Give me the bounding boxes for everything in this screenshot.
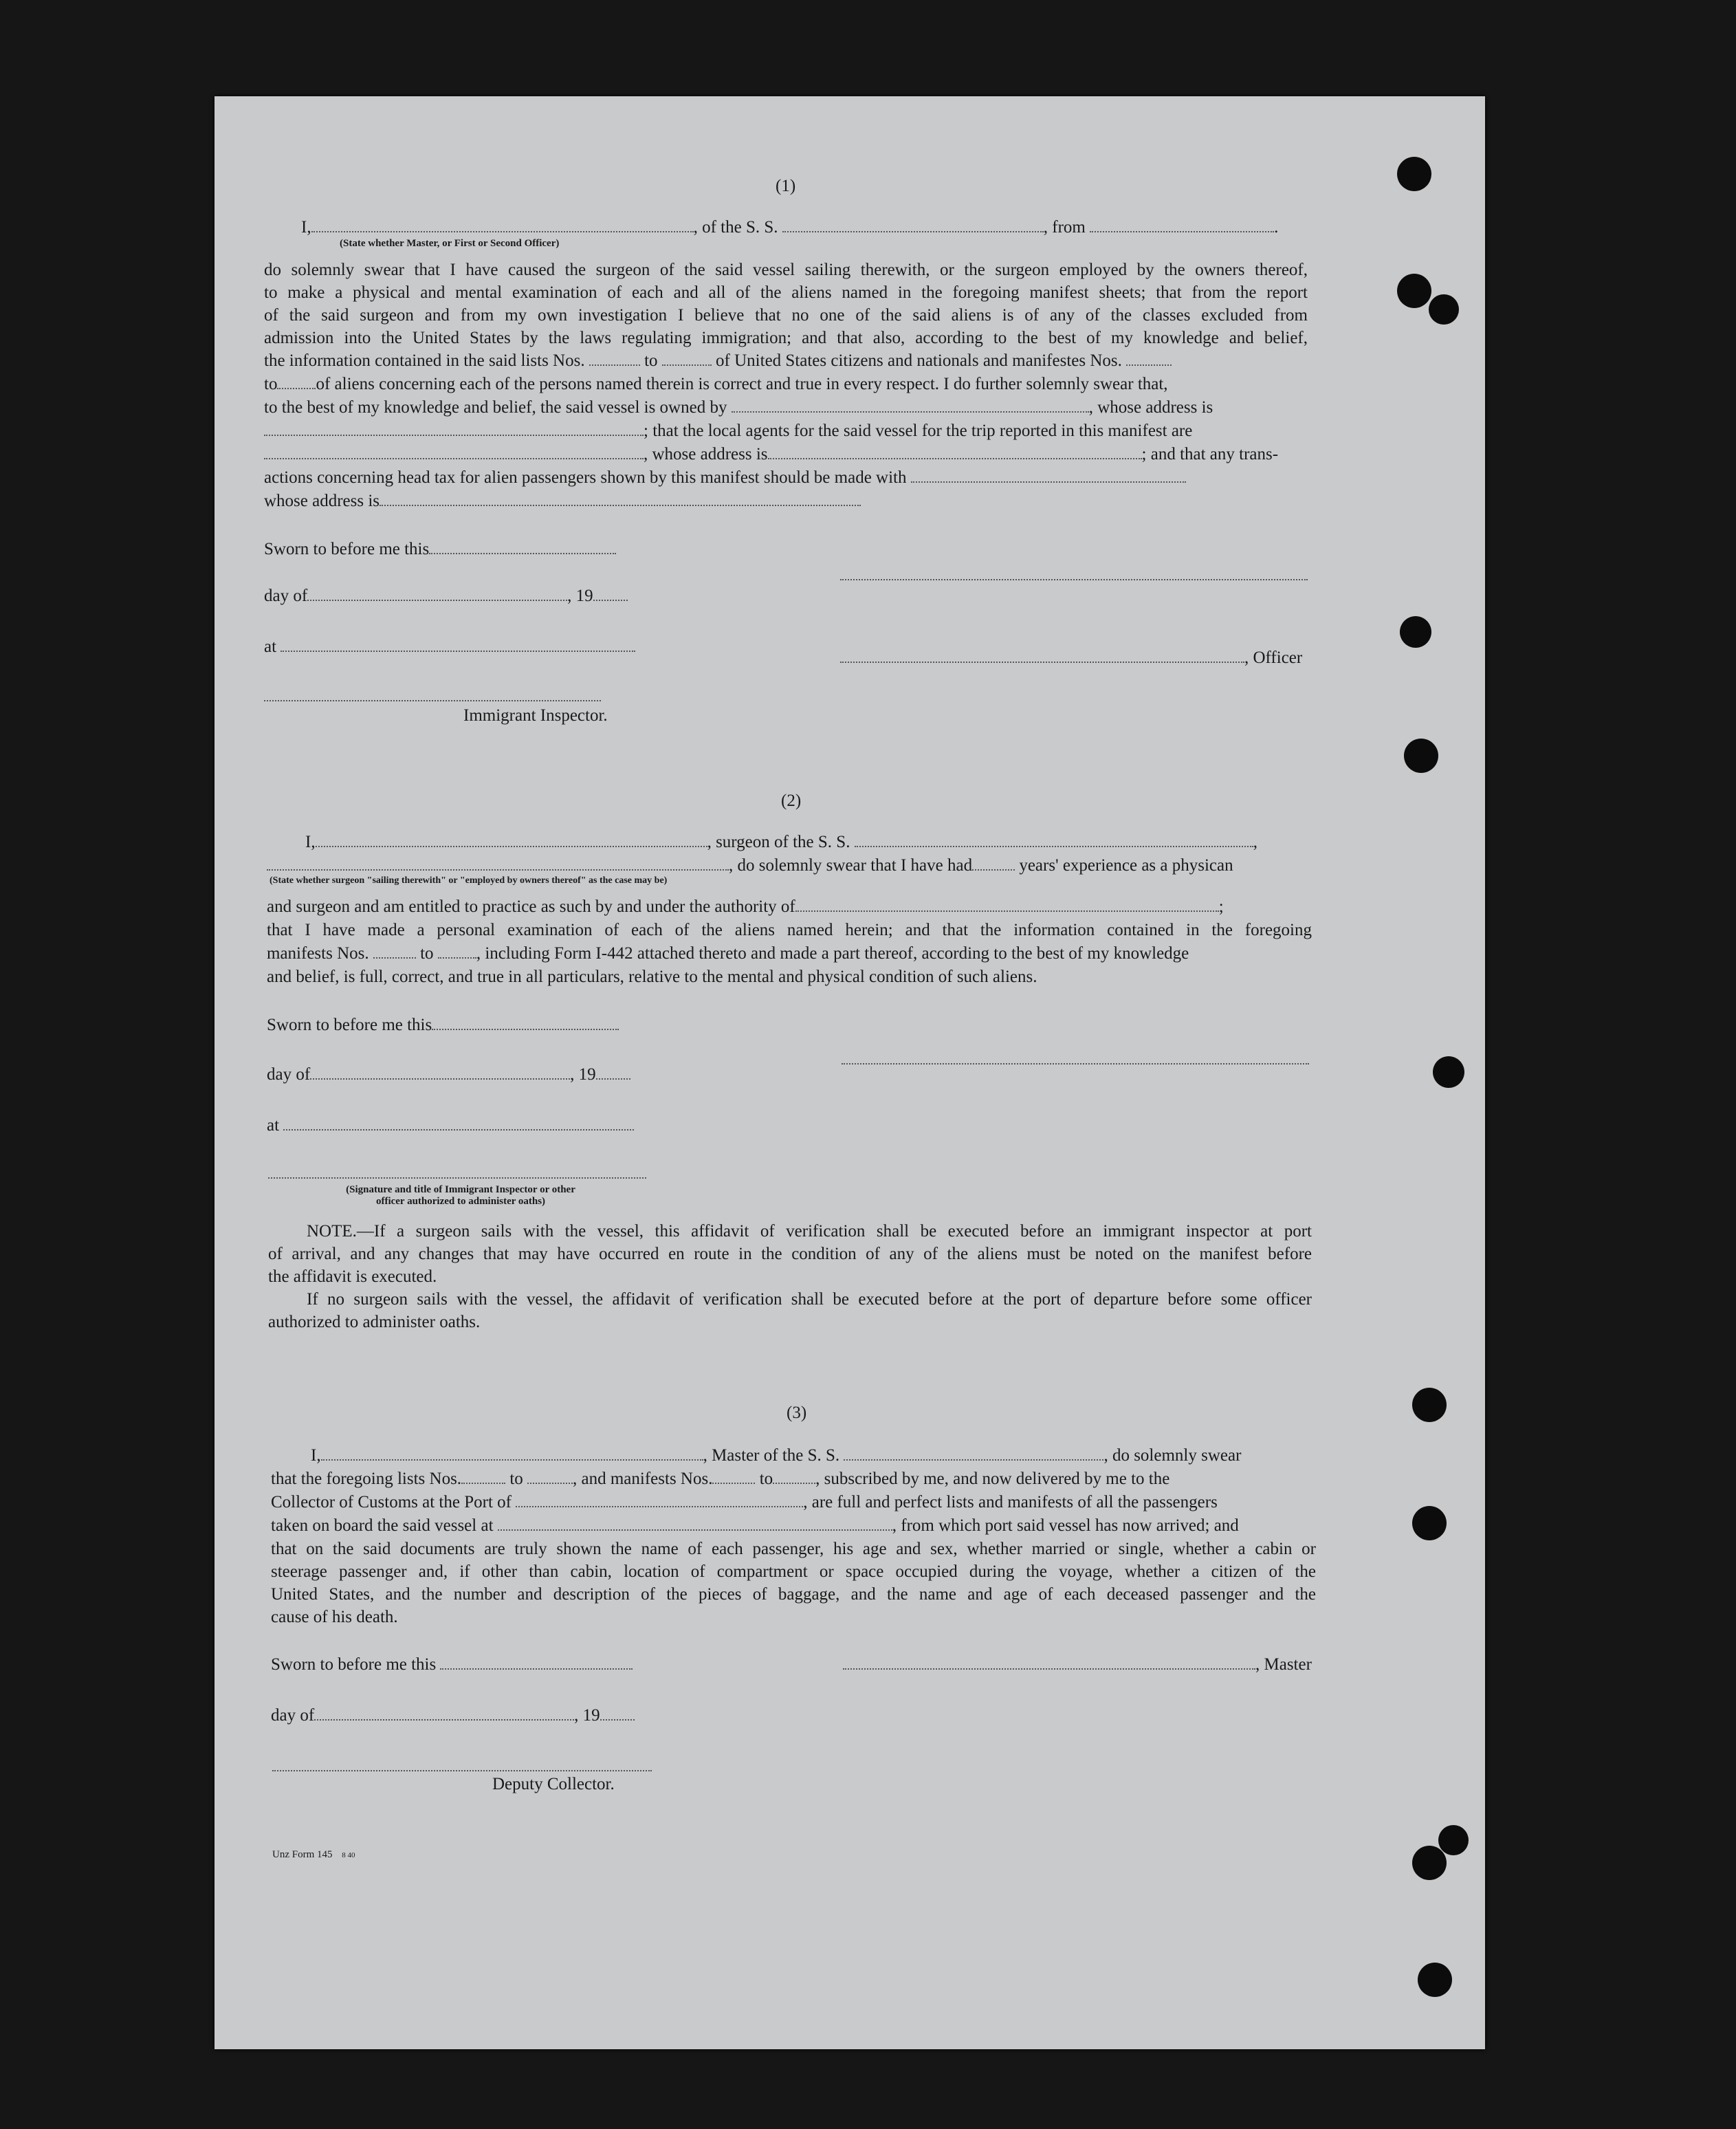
s3-para-last: cause of his death. <box>271 1608 398 1626</box>
blank-officer-signature <box>840 646 1244 663</box>
s3-day-label: day of <box>271 1706 315 1725</box>
s1-whose-label: whose address is <box>264 492 380 510</box>
blank-master-signature <box>843 1653 1255 1670</box>
s2-at <box>267 1114 634 1137</box>
s3-line-4 <box>271 1514 1239 1537</box>
s1-line-owned <box>264 396 1213 419</box>
blank-manifest-from <box>1126 349 1172 366</box>
blank-surgeon-name <box>316 831 707 847</box>
blank-s2-manifest-from <box>373 942 416 959</box>
s1-agent-address-label: , whose address is <box>644 445 768 463</box>
s1-at <box>264 635 635 658</box>
s1-note: (State whether Master, or First or Second Officer) <box>340 238 560 249</box>
s2-note-b-last: authorized to administer oaths. <box>268 1313 481 1331</box>
form-label: Unz Form 145 <box>272 1849 333 1860</box>
blank-s2-vessel <box>855 831 1253 847</box>
s3-arrived-text: , from which port said vessel has now arrived; and <box>892 1516 1239 1535</box>
s2-inspector-line <box>268 1176 646 1179</box>
blank-s2-day <box>310 1063 570 1080</box>
form-code: 8 40 <box>342 1851 355 1859</box>
blank-year <box>593 585 628 601</box>
s3-i: I, <box>311 1446 321 1465</box>
s1-at-label: at <box>264 637 277 656</box>
punch-hole <box>1438 1825 1469 1855</box>
s2-manifests-label: manifests Nos. <box>267 944 369 963</box>
s2-line-2 <box>267 854 1233 877</box>
blank-place <box>281 635 635 652</box>
s1-line-agents <box>264 419 1192 442</box>
s1-line-whose <box>264 490 861 512</box>
punch-hole <box>1433 1056 1464 1088</box>
blank-agents <box>264 443 644 459</box>
blank-owner <box>732 396 1089 413</box>
s1-line-nos <box>264 349 1172 372</box>
s2-sig-note-line-2: officer authorized to administer oaths) <box>375 1196 546 1207</box>
s2-to-label: to <box>420 944 434 963</box>
s2-note-line: of arrival, and any changes that may have occurred en route in the condition of any of the aliens must be noted on the manifest before <box>268 1245 1312 1263</box>
s2-semicolon: ; <box>1218 897 1224 916</box>
s3-master-sig-label: , Master <box>1255 1655 1312 1674</box>
blank-head-tax <box>911 466 1186 483</box>
s1-inspector: Immigrant Inspector. <box>463 706 608 725</box>
s2-note-b-line: If no surgeon sails with the vessel, the affidavit of verification shall be executed before at the port of departure before some officer <box>307 1290 1312 1309</box>
section-1-number: (1) <box>776 177 796 195</box>
punch-hole <box>1412 1388 1447 1422</box>
punch-hole <box>1397 274 1431 308</box>
s1-owner-address-label: , whose address is <box>1088 398 1213 417</box>
s2-note-paragraph <box>268 1220 1315 1333</box>
s1-sworn-label: Sworn to before me this <box>264 540 430 558</box>
s3-lists-text: , are full and perfect lists and manifests of all the passengers <box>803 1493 1218 1511</box>
s3-to-label: to <box>509 1470 523 1488</box>
blank-s2-manifest-to <box>438 942 476 959</box>
s1-officer <box>840 646 1302 669</box>
s2-sworn-label: Sworn to before me this <box>267 1016 432 1034</box>
blank-s2-sworn-date <box>432 1014 619 1030</box>
s3-para-line: United States, and the number and description of the pieces of baggage, and the name and age of each deceased passenger and the <box>271 1585 1316 1604</box>
blank-list-to <box>662 349 712 366</box>
blank-years <box>972 854 1015 871</box>
s3-para-line: steerage passenger and, if other than cabin, location of compartment or space occupied during the voyage, whether a citizen of the <box>271 1562 1316 1581</box>
punch-hole <box>1400 616 1431 648</box>
s3-master-sig <box>843 1653 1312 1676</box>
s1-day <box>264 585 628 607</box>
s2-note: (State whether surgeon "sailing therewith" or "employed by owners thereof" as the case may be) <box>270 875 668 886</box>
s1-para-line: do solemnly swear that I have caused the surgeon of the said vessel sailing therewith, or the surgeon employed by the owners thereof, <box>264 261 1308 279</box>
s1-inspector-line <box>264 699 601 701</box>
blank-s3-sworn-date <box>440 1653 633 1670</box>
blank-s3-manifest-from <box>712 1467 755 1484</box>
s1-end: . <box>1274 218 1279 237</box>
s1-signature-line <box>840 578 1308 580</box>
s3-year-label: , 19 <box>574 1706 600 1725</box>
s2-line-6: and belief, is full, correct, and true in all particulars, relative to the mental and physical condition of such aliens. <box>267 968 1037 986</box>
s3-master-label: , Master of the S. S. <box>703 1446 840 1465</box>
s1-owned-label: to the best of my knowledge and belief, the said vessel is owned by <box>264 398 727 417</box>
blank-officer-rank <box>311 216 694 232</box>
blank-vessel-name <box>782 216 1044 232</box>
s1-para-line: admission into the United States by the laws regulating immigration; and that also, according to the best of my knowledge and belief, <box>264 329 1308 347</box>
s3-deputy: Deputy Collector. <box>492 1775 615 1793</box>
s3-line-1 <box>311 1444 1241 1467</box>
s1-sworn <box>264 538 616 560</box>
s1-of-ss: , of the S. S. <box>693 218 778 237</box>
blank-manifest-to <box>277 373 316 389</box>
blank-master-name <box>321 1444 703 1461</box>
s2-day-label: day of <box>267 1065 311 1084</box>
s2-sworn <box>267 1014 619 1036</box>
s3-collector-label: Collector of Customs at the Port of <box>271 1493 512 1511</box>
form-number <box>272 1848 355 1861</box>
blank-s2-place <box>283 1114 634 1131</box>
s1-actions-text: actions concerning head tax for alien passengers shown by this manifest should be made with <box>264 468 907 487</box>
s2-note-line-last: the affidavit is executed. <box>268 1267 437 1286</box>
s1-para-line: of the said surgeon and from my own investigation I believe that no one of the said aliens is of any of the classes excluded from <box>264 306 1308 325</box>
s1-line-agent-addr <box>264 443 1278 466</box>
s3-deputy-line <box>272 1769 652 1771</box>
s1-line-to <box>264 373 1168 395</box>
s2-day <box>267 1063 630 1086</box>
s3-swear-text: , do solemnly swear <box>1103 1446 1242 1465</box>
s2-sig-note <box>296 1184 626 1208</box>
blank-s3-port <box>516 1491 803 1507</box>
punch-hole <box>1412 1846 1447 1880</box>
s3-line-3 <box>271 1491 1218 1514</box>
s2-line-1 <box>305 831 1257 853</box>
s1-day-label: day of <box>264 587 308 605</box>
blank-owner-address <box>264 419 644 436</box>
punch-hole <box>1397 157 1431 191</box>
blank-s2-year <box>596 1063 630 1080</box>
s2-at-label: at <box>267 1116 280 1135</box>
s1-paragraph <box>264 259 1308 349</box>
punch-hole <box>1418 1963 1452 1997</box>
s2-physician-text: years' experience as a physican <box>1019 856 1233 875</box>
s1-to-label-2: to <box>264 375 278 393</box>
punch-hole <box>1429 294 1459 325</box>
s2-line-4: that I have made a personal examination of each of the aliens named herein; and that the information contained in the foregoing <box>267 921 1312 939</box>
s3-sworn-label: Sworn to before me this <box>271 1655 437 1674</box>
s2-authority-text: and surgeon and am entitled to practice as such by and under the authority of <box>267 897 795 916</box>
blank-s3-list-from <box>461 1467 505 1484</box>
blank-authority <box>795 895 1219 912</box>
s1-para-line: to make a physical and mental examination of each and all of the aliens named in the foregoing manifest sheets; that from the report <box>264 283 1308 302</box>
s3-subscribed-text: , subscribed by me, and now delivered by me to the <box>815 1470 1170 1488</box>
blank-day <box>307 585 567 601</box>
punch-hole <box>1404 739 1438 773</box>
blank-agent-address <box>768 443 1142 459</box>
s3-line-2 <box>271 1467 1169 1490</box>
s1-manifests-label: of United States citizens and nationals and manifestes Nos. <box>716 351 1122 370</box>
s2-swear-text: , do solemnly swear that I have had <box>729 856 973 875</box>
blank-list-from <box>589 349 640 366</box>
blank-port-from <box>1090 216 1274 232</box>
s3-taken-label: taken on board the said vessel at <box>271 1516 494 1535</box>
blank-s3-year <box>600 1704 635 1721</box>
s1-agents-text: ; that the local agents for the said vessel for the trip reported in this manifest are <box>644 422 1193 440</box>
s3-para-line: that on the said documents are truly shown the name of each passenger, his age and sex, whether married or single, whether a cabin or <box>271 1540 1316 1558</box>
section-3-number: (3) <box>787 1404 807 1422</box>
s2-i: I, <box>305 833 316 851</box>
blank-surgeon-status <box>267 854 729 871</box>
s2-end: , <box>1253 833 1257 851</box>
s3-sworn <box>271 1653 633 1676</box>
blank-s3-boarding-port <box>498 1514 892 1531</box>
section-2-number: (2) <box>781 791 802 810</box>
s3-lists-label: that the foregoing lists Nos. <box>271 1470 462 1488</box>
s2-surgeon-label: , surgeon of the S. S. <box>707 833 850 851</box>
punch-hole <box>1412 1506 1447 1540</box>
s3-paragraph <box>271 1538 1316 1628</box>
blank-s3-list-to <box>527 1467 573 1484</box>
s1-year-label: , 19 <box>567 587 593 605</box>
s1-lists-nos-label: the information contained in the said lists Nos. <box>264 351 585 370</box>
s1-from: , from <box>1043 218 1086 237</box>
s2-sig-note-line-1: (Signature and title of Immigrant Inspector or other <box>346 1184 575 1195</box>
s2-form-text: , including Form I-442 attached thereto and made a part thereof, according to the best of my knowledge <box>476 944 1189 963</box>
s1-trans-text: ; and that any trans- <box>1141 445 1279 463</box>
blank-s3-day <box>314 1704 574 1721</box>
s1-officer-label: , Officer <box>1244 648 1303 667</box>
s2-signature-line <box>842 1062 1309 1064</box>
s1-line-1 <box>301 216 1278 239</box>
blank-s3-vessel <box>844 1444 1103 1461</box>
s2-year-label: , 19 <box>570 1065 596 1084</box>
blank-s3-manifest-to <box>773 1467 815 1484</box>
s2-note-line: NOTE.—If a surgeon sails with the vessel, this affidavit of verification shall be executed before an immigrant inspector at port <box>307 1222 1312 1241</box>
blank-sworn-date <box>429 538 616 554</box>
blank-head-tax-address <box>380 490 861 506</box>
s1-to-label: to <box>644 351 658 370</box>
s3-manifests-label: , and manifests Nos. <box>573 1470 713 1488</box>
s3-day <box>271 1704 635 1727</box>
s2-line-5 <box>267 942 1189 965</box>
s2-line-3 <box>267 895 1224 918</box>
s1-aliens-text: of aliens concerning each of the persons named therein is correct and true in every respect. I do further solemnly swear that, <box>316 375 1168 393</box>
s1-i: I, <box>301 218 311 237</box>
s3-to-label-2: to <box>759 1470 773 1488</box>
s1-line-actions <box>264 466 1186 489</box>
